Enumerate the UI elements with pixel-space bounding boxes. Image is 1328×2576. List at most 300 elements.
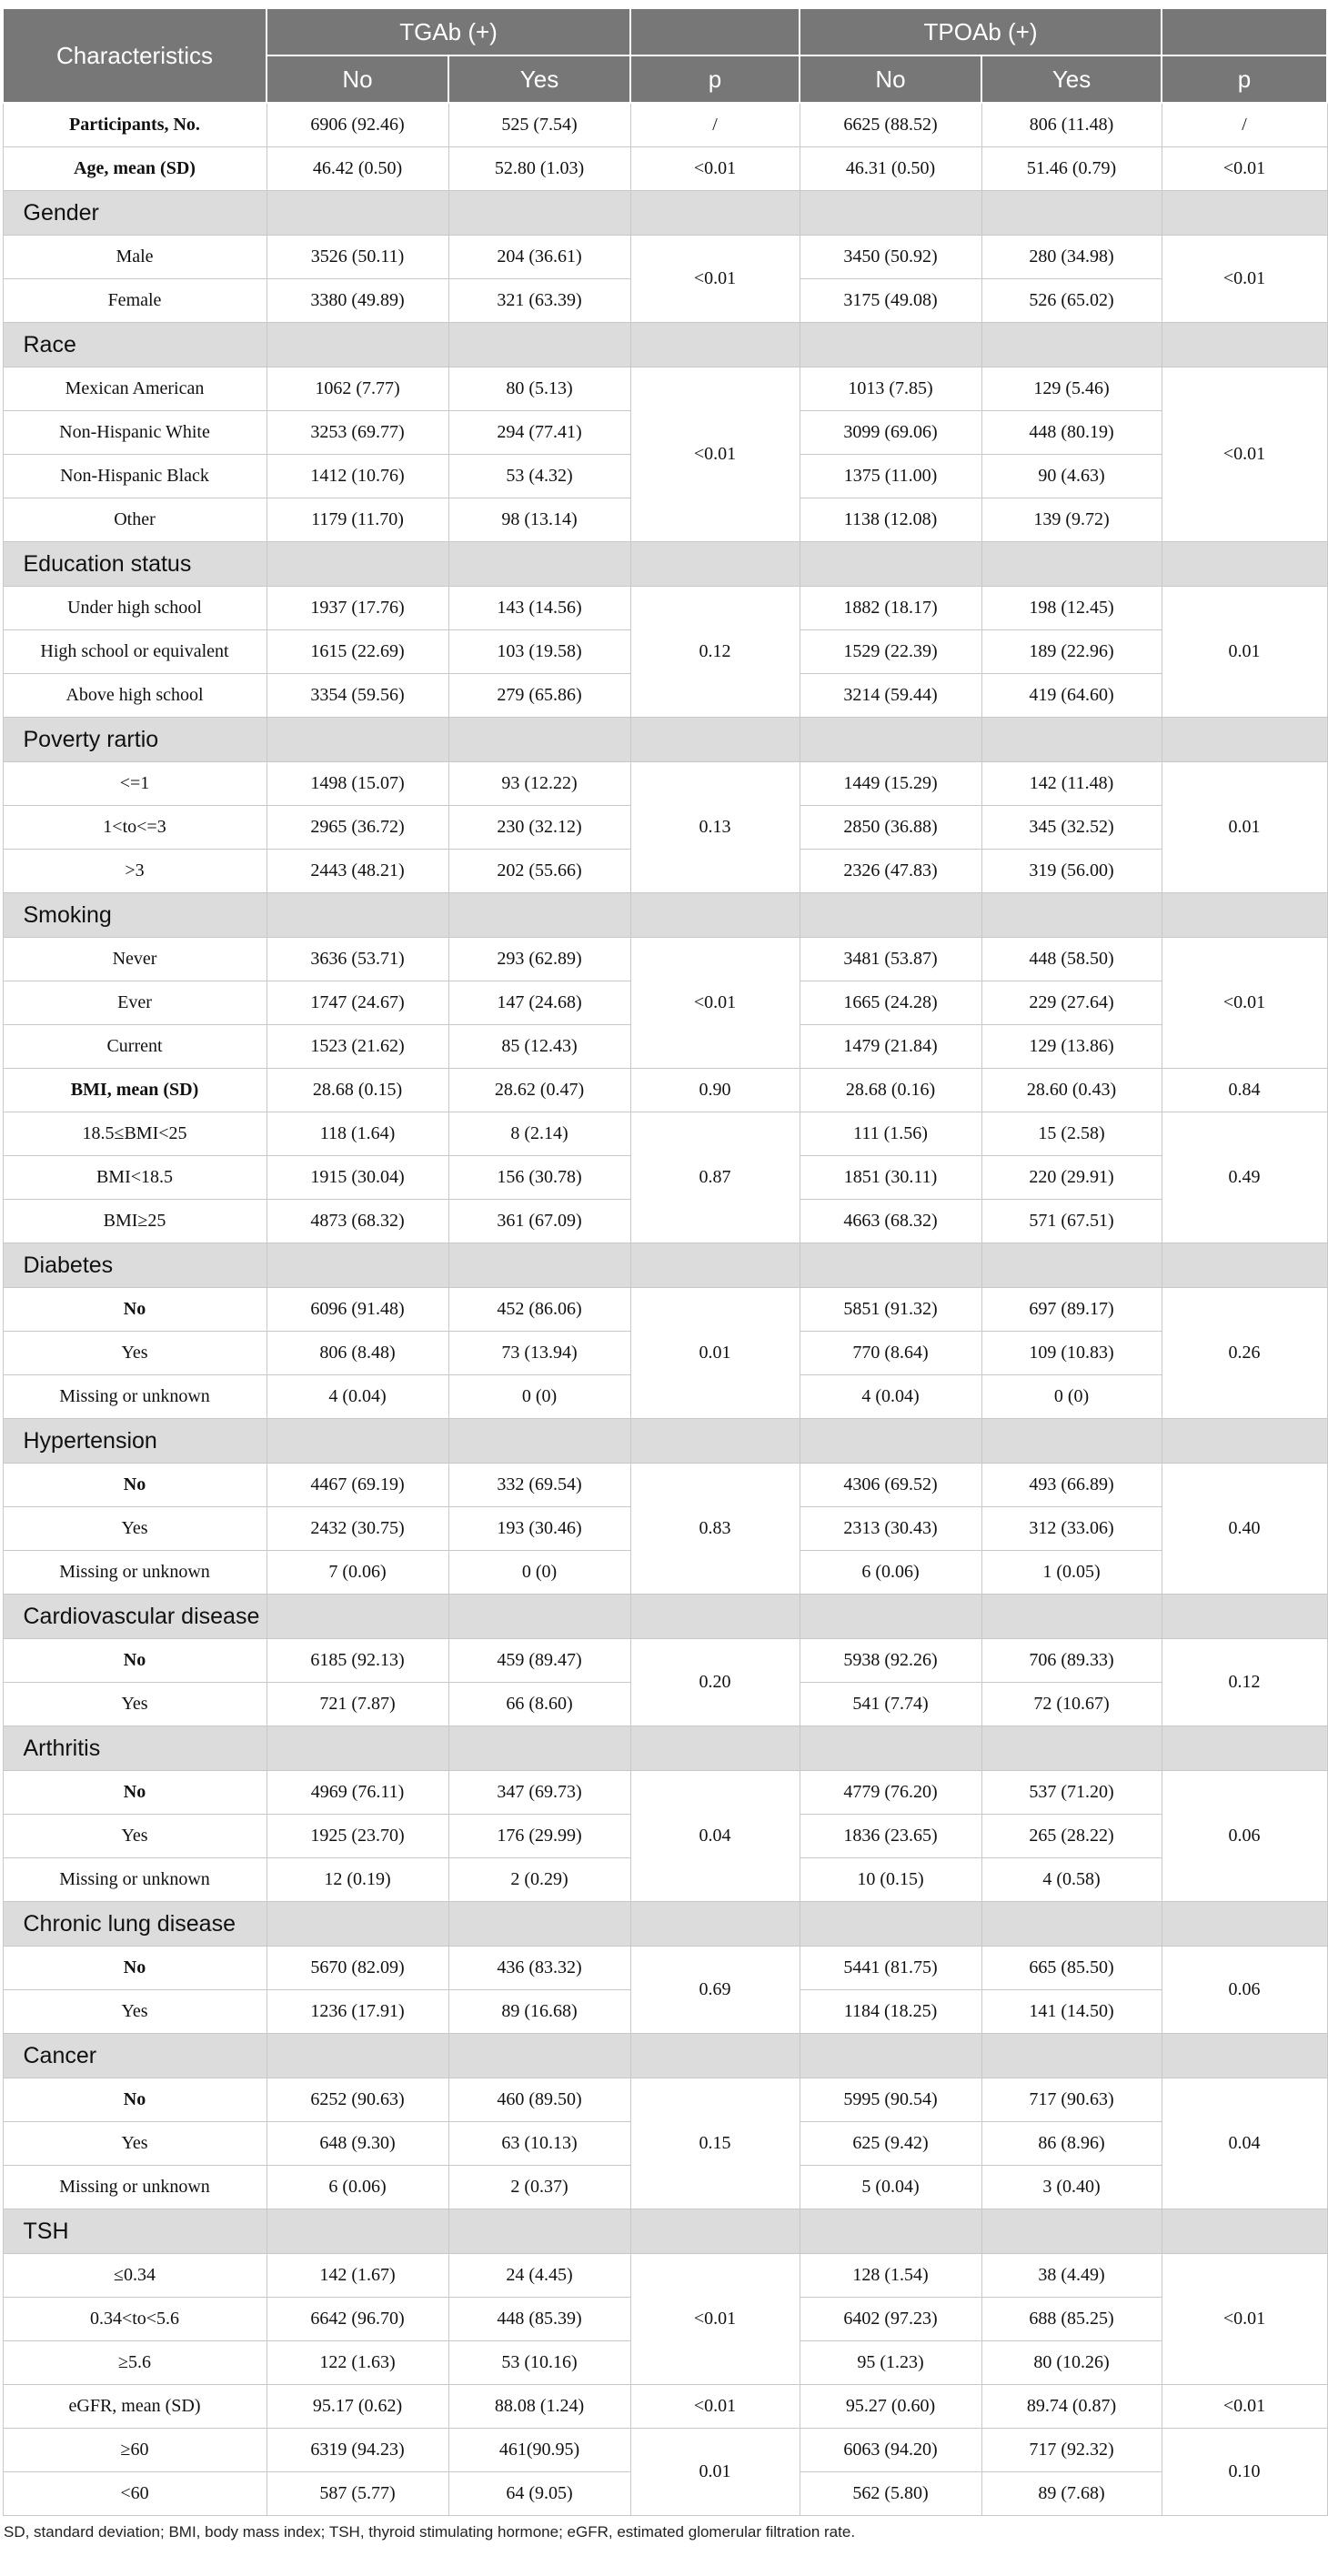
tpoab-yes-cell: 220 (29.91) <box>981 1156 1162 1200</box>
tgab-no-cell: 6906 (92.46) <box>267 103 448 147</box>
tpoab-yes-cell: 448 (80.19) <box>981 411 1162 455</box>
tpoab-yes-cell: 3 (0.40) <box>981 2166 1162 2209</box>
section-row <box>3 2209 1327 2254</box>
tpoab-no-cell: 6 (0.06) <box>800 1551 981 1595</box>
tgab-p-cell: <0.01 <box>630 2254 800 2385</box>
tgab-yes-cell: 98 (13.14) <box>448 498 630 542</box>
tpoab-p-cell: 0.12 <box>1162 1639 1327 1726</box>
tpoab-yes-cell: 419 (64.60) <box>981 674 1162 718</box>
tpoab-yes-cell: 139 (9.72) <box>981 498 1162 542</box>
row-label: Never <box>3 938 267 981</box>
tpoab-yes-cell: 265 (28.22) <box>981 1815 1162 1858</box>
header-tpoab-no: No <box>800 55 981 103</box>
tgab-no-cell: 6096 (91.48) <box>267 1288 448 1332</box>
section-blank-cell <box>981 2034 1162 2078</box>
table-row <box>3 1947 1327 1990</box>
section-blank-cell <box>981 1726 1162 1771</box>
row-label: Under high school <box>3 587 267 630</box>
section-row <box>3 1726 1327 1771</box>
tpoab-yes-cell: 526 (65.02) <box>981 279 1162 323</box>
tgab-no-cell: 1747 (24.67) <box>267 981 448 1025</box>
section-blank-cell <box>800 542 981 587</box>
tgab-yes-cell: 0 (0) <box>448 1551 630 1595</box>
tgab-no-cell: 3636 (53.71) <box>267 938 448 981</box>
tpoab-p-cell: <0.01 <box>1162 938 1327 1069</box>
tgab-yes-cell: 85 (12.43) <box>448 1025 630 1069</box>
tpoab-no-cell: 6063 (94.20) <box>800 2429 981 2472</box>
tpoab-p-cell: 0.06 <box>1162 1771 1327 1902</box>
row-label: Missing or unknown <box>3 1858 267 1902</box>
tgab-yes-cell: 332 (69.54) <box>448 1464 630 1507</box>
header-tpoab-yes: Yes <box>981 55 1162 103</box>
tgab-p-cell: 0.87 <box>630 1112 800 1243</box>
tgab-no-cell: 5670 (82.09) <box>267 1947 448 1990</box>
tpoab-yes-cell: 89.74 (0.87) <box>981 2385 1162 2429</box>
section-row <box>3 191 1327 236</box>
tpoab-no-cell: 111 (1.56) <box>800 1112 981 1156</box>
tpoab-yes-cell: 706 (89.33) <box>981 1639 1162 1683</box>
section-blank-cell <box>267 2034 448 2078</box>
header-tpoab-p: p <box>1162 55 1327 103</box>
section-blank-cell <box>267 1419 448 1464</box>
tpoab-yes-cell: 0 (0) <box>981 1375 1162 1419</box>
section-blank-cell <box>800 893 981 938</box>
header-tgab-blank <box>630 8 800 55</box>
tpoab-no-cell: 1184 (18.25) <box>800 1990 981 2034</box>
tpoab-no-cell: 10 (0.15) <box>800 1858 981 1902</box>
tgab-yes-cell: 361 (67.09) <box>448 1200 630 1243</box>
row-label: Non-Hispanic Black <box>3 455 267 498</box>
section-row <box>3 323 1327 367</box>
row-label: Current <box>3 1025 267 1069</box>
header-tgab: TGAb (+) <box>267 8 630 55</box>
section-row <box>3 542 1327 587</box>
tgab-no-cell: 721 (7.87) <box>267 1683 448 1726</box>
tpoab-yes-cell: 80 (10.26) <box>981 2341 1162 2385</box>
tpoab-yes-cell: 806 (11.48) <box>981 103 1162 147</box>
tgab-no-cell: 142 (1.67) <box>267 2254 448 2298</box>
tgab-no-cell: 587 (5.77) <box>267 2472 448 2516</box>
section-blank-cell <box>1162 191 1327 236</box>
table-row <box>3 938 1327 981</box>
tgab-no-cell: 4467 (69.19) <box>267 1464 448 1507</box>
tpoab-no-cell: 1375 (11.00) <box>800 455 981 498</box>
table-row <box>3 2078 1327 2122</box>
section-blank-cell <box>981 1419 1162 1464</box>
section-blank-cell <box>800 1243 981 1288</box>
table-row <box>3 1464 1327 1507</box>
row-label: Yes <box>3 1332 267 1375</box>
tpoab-yes-cell: 493 (66.89) <box>981 1464 1162 1507</box>
row-label: Yes <box>3 1990 267 2034</box>
section-blank-cell <box>800 1726 981 1771</box>
row-label: ≥60 <box>3 2429 267 2472</box>
section-row <box>3 2034 1327 2078</box>
tgab-yes-cell: 156 (30.78) <box>448 1156 630 1200</box>
section-blank-cell <box>981 893 1162 938</box>
section-title: Smoking <box>3 893 267 938</box>
tgab-no-cell: 4873 (68.32) <box>267 1200 448 1243</box>
tgab-no-cell: 6319 (94.23) <box>267 2429 448 2472</box>
tgab-yes-cell: 147 (24.68) <box>448 981 630 1025</box>
section-blank-cell <box>981 1902 1162 1947</box>
row-label: >3 <box>3 850 267 893</box>
row-label: Yes <box>3 1683 267 1726</box>
tpoab-no-cell: 46.31 (0.50) <box>800 147 981 191</box>
section-blank-cell <box>630 2034 800 2078</box>
tgab-yes-cell: 202 (55.66) <box>448 850 630 893</box>
tgab-p-cell: 0.12 <box>630 587 800 718</box>
tpoab-p-cell: <0.01 <box>1162 2254 1327 2385</box>
tgab-yes-cell: 52.80 (1.03) <box>448 147 630 191</box>
row-label: Participants, No. <box>3 103 267 147</box>
tpoab-yes-cell: 688 (85.25) <box>981 2298 1162 2341</box>
tpoab-no-cell: 6625 (88.52) <box>800 103 981 147</box>
tpoab-yes-cell: 129 (5.46) <box>981 367 1162 411</box>
section-blank-cell <box>630 1902 800 1947</box>
section-blank-cell <box>448 542 630 587</box>
row-label: Yes <box>3 2122 267 2166</box>
tpoab-p-cell: <0.01 <box>1162 147 1327 191</box>
tpoab-p-cell: 0.01 <box>1162 762 1327 893</box>
tpoab-no-cell: 770 (8.64) <box>800 1332 981 1375</box>
section-blank-cell <box>448 1726 630 1771</box>
tgab-p-cell: 0.04 <box>630 1771 800 1902</box>
tgab-yes-cell: 525 (7.54) <box>448 103 630 147</box>
tpoab-p-cell: 0.84 <box>1162 1069 1327 1112</box>
section-blank-cell <box>981 542 1162 587</box>
tgab-yes-cell: 204 (36.61) <box>448 236 630 279</box>
tpoab-no-cell: 4 (0.04) <box>800 1375 981 1419</box>
tpoab-no-cell: 128 (1.54) <box>800 2254 981 2298</box>
section-title: Chronic lung disease <box>3 1902 267 1947</box>
section-blank-cell <box>1162 2209 1327 2254</box>
tpoab-no-cell: 1013 (7.85) <box>800 367 981 411</box>
table-body <box>3 103 1327 2516</box>
tpoab-yes-cell: 571 (67.51) <box>981 1200 1162 1243</box>
section-blank-cell <box>981 718 1162 762</box>
tpoab-yes-cell: 4 (0.58) <box>981 1858 1162 1902</box>
tgab-no-cell: 806 (8.48) <box>267 1332 448 1375</box>
tpoab-no-cell: 3481 (53.87) <box>800 938 981 981</box>
section-blank-cell <box>630 542 800 587</box>
tgab-no-cell: 1915 (30.04) <box>267 1156 448 1200</box>
row-label: Male <box>3 236 267 279</box>
row-label: 0.34<to<5.6 <box>3 2298 267 2341</box>
table-row <box>3 147 1327 191</box>
tgab-no-cell: 6642 (96.70) <box>267 2298 448 2341</box>
tgab-yes-cell: 436 (83.32) <box>448 1947 630 1990</box>
tgab-no-cell: 6185 (92.13) <box>267 1639 448 1683</box>
tgab-no-cell: 1412 (10.76) <box>267 455 448 498</box>
tgab-yes-cell: 28.62 (0.47) <box>448 1069 630 1112</box>
table-header <box>3 8 1327 103</box>
tgab-yes-cell: 448 (85.39) <box>448 2298 630 2341</box>
tpoab-yes-cell: 312 (33.06) <box>981 1507 1162 1551</box>
section-blank-cell <box>448 2209 630 2254</box>
tgab-p-cell: 0.20 <box>630 1639 800 1726</box>
tgab-p-cell: <0.01 <box>630 147 800 191</box>
tgab-yes-cell: 143 (14.56) <box>448 587 630 630</box>
table-row <box>3 1288 1327 1332</box>
section-blank-cell <box>981 1243 1162 1288</box>
tpoab-no-cell: 2326 (47.83) <box>800 850 981 893</box>
tgab-no-cell: 2443 (48.21) <box>267 850 448 893</box>
tgab-yes-cell: 0 (0) <box>448 1375 630 1419</box>
tpoab-no-cell: 1665 (24.28) <box>800 981 981 1025</box>
tpoab-p-cell: 0.10 <box>1162 2429 1327 2516</box>
tpoab-yes-cell: 229 (27.64) <box>981 981 1162 1025</box>
tpoab-no-cell: 5851 (91.32) <box>800 1288 981 1332</box>
section-blank-cell <box>267 893 448 938</box>
tgab-p-cell: 0.69 <box>630 1947 800 2034</box>
tpoab-yes-cell: 142 (11.48) <box>981 762 1162 806</box>
header-tgab-yes: Yes <box>448 55 630 103</box>
section-blank-cell <box>630 893 800 938</box>
tgab-yes-cell: 63 (10.13) <box>448 2122 630 2166</box>
tgab-no-cell: 122 (1.63) <box>267 2341 448 2385</box>
section-blank-cell <box>630 1726 800 1771</box>
tpoab-no-cell: 2313 (30.43) <box>800 1507 981 1551</box>
tgab-no-cell: 1925 (23.70) <box>267 1815 448 1858</box>
section-blank-cell <box>267 1902 448 1947</box>
tgab-no-cell: 95.17 (0.62) <box>267 2385 448 2429</box>
row-label: No <box>3 1639 267 1683</box>
tgab-no-cell: 6252 (90.63) <box>267 2078 448 2122</box>
section-blank-cell <box>448 1595 630 1639</box>
section-blank-cell <box>800 1902 981 1947</box>
tgab-yes-cell: 88.08 (1.24) <box>448 2385 630 2429</box>
tpoab-no-cell: 1529 (22.39) <box>800 630 981 674</box>
section-blank-cell <box>448 1243 630 1288</box>
tgab-no-cell: 46.42 (0.50) <box>267 147 448 191</box>
row-label: Female <box>3 279 267 323</box>
row-label: No <box>3 1288 267 1332</box>
tgab-no-cell: 3380 (49.89) <box>267 279 448 323</box>
section-blank-cell <box>1162 1902 1327 1947</box>
tgab-p-cell: <0.01 <box>630 236 800 323</box>
row-label: Yes <box>3 1507 267 1551</box>
section-blank-cell <box>630 1243 800 1288</box>
section-title: Race <box>3 323 267 367</box>
section-blank-cell <box>800 1419 981 1464</box>
tgab-yes-cell: 64 (9.05) <box>448 2472 630 2516</box>
row-label: No <box>3 1771 267 1815</box>
row-label: <60 <box>3 2472 267 2516</box>
tpoab-no-cell: 1138 (12.08) <box>800 498 981 542</box>
tpoab-yes-cell: 345 (32.52) <box>981 806 1162 850</box>
tpoab-no-cell: 1479 (21.84) <box>800 1025 981 1069</box>
row-label: Missing or unknown <box>3 1551 267 1595</box>
section-row <box>3 1419 1327 1464</box>
section-blank-cell <box>800 718 981 762</box>
tpoab-no-cell: 1449 (15.29) <box>800 762 981 806</box>
tgab-p-cell: 0.15 <box>630 2078 800 2209</box>
section-blank-cell <box>267 1726 448 1771</box>
tgab-p-cell: 0.01 <box>630 2429 800 2516</box>
tpoab-no-cell: 3099 (69.06) <box>800 411 981 455</box>
tgab-no-cell: 1937 (17.76) <box>267 587 448 630</box>
tpoab-p-cell: 0.49 <box>1162 1112 1327 1243</box>
section-title: Gender <box>3 191 267 236</box>
tpoab-p-cell: 0.06 <box>1162 1947 1327 2034</box>
tpoab-yes-cell: 319 (56.00) <box>981 850 1162 893</box>
section-blank-cell <box>630 718 800 762</box>
tgab-yes-cell: 103 (19.58) <box>448 630 630 674</box>
tgab-p-cell: 0.01 <box>630 1288 800 1419</box>
section-blank-cell <box>267 2209 448 2254</box>
row-label: Yes <box>3 1815 267 1858</box>
section-blank-cell <box>800 2209 981 2254</box>
tpoab-yes-cell: 198 (12.45) <box>981 587 1162 630</box>
tgab-no-cell: 1498 (15.07) <box>267 762 448 806</box>
section-blank-cell <box>448 1419 630 1464</box>
tpoab-yes-cell: 15 (2.58) <box>981 1112 1162 1156</box>
row-label: BMI≥25 <box>3 1200 267 1243</box>
section-blank-cell <box>448 191 630 236</box>
tpoab-yes-cell: 109 (10.83) <box>981 1332 1162 1375</box>
tpoab-yes-cell: 141 (14.50) <box>981 1990 1162 2034</box>
table-row <box>3 2429 1327 2472</box>
tpoab-no-cell: 2850 (36.88) <box>800 806 981 850</box>
tgab-yes-cell: 176 (29.99) <box>448 1815 630 1858</box>
section-blank-cell <box>1162 893 1327 938</box>
tgab-yes-cell: 461(90.95) <box>448 2429 630 2472</box>
tpoab-no-cell: 3214 (59.44) <box>800 674 981 718</box>
section-title: Arthritis <box>3 1726 267 1771</box>
tpoab-no-cell: 541 (7.74) <box>800 1683 981 1726</box>
section-row <box>3 1243 1327 1288</box>
tpoab-no-cell: 4779 (76.20) <box>800 1771 981 1815</box>
section-title: Cancer <box>3 2034 267 2078</box>
section-blank-cell <box>630 1595 800 1639</box>
tgab-yes-cell: 452 (86.06) <box>448 1288 630 1332</box>
tgab-yes-cell: 53 (4.32) <box>448 455 630 498</box>
section-blank-cell <box>448 718 630 762</box>
tpoab-p-cell: <0.01 <box>1162 236 1327 323</box>
row-label: High school or equivalent <box>3 630 267 674</box>
header-characteristics: Characteristics <box>3 8 267 103</box>
tpoab-yes-cell: 86 (8.96) <box>981 2122 1162 2166</box>
row-label: eGFR, mean (SD) <box>3 2385 267 2429</box>
tgab-yes-cell: 8 (2.14) <box>448 1112 630 1156</box>
row-label: Above high school <box>3 674 267 718</box>
tgab-yes-cell: 2 (0.37) <box>448 2166 630 2209</box>
section-blank-cell <box>981 1595 1162 1639</box>
tgab-no-cell: 28.68 (0.15) <box>267 1069 448 1112</box>
row-label: No <box>3 1464 267 1507</box>
tgab-p-cell: / <box>630 103 800 147</box>
section-row <box>3 893 1327 938</box>
tgab-yes-cell: 321 (63.39) <box>448 279 630 323</box>
tpoab-yes-cell: 717 (90.63) <box>981 2078 1162 2122</box>
tgab-no-cell: 118 (1.64) <box>267 1112 448 1156</box>
tpoab-yes-cell: 89 (7.68) <box>981 2472 1162 2516</box>
section-row <box>3 1595 1327 1639</box>
tpoab-yes-cell: 665 (85.50) <box>981 1947 1162 1990</box>
tgab-yes-cell: 89 (16.68) <box>448 1990 630 2034</box>
section-title: Hypertension <box>3 1419 267 1464</box>
row-label: ≤0.34 <box>3 2254 267 2298</box>
tgab-yes-cell: 2 (0.29) <box>448 1858 630 1902</box>
tpoab-no-cell: 5995 (90.54) <box>800 2078 981 2122</box>
tgab-p-cell: 0.13 <box>630 762 800 893</box>
section-blank-cell <box>1162 718 1327 762</box>
section-blank-cell <box>267 323 448 367</box>
tgab-yes-cell: 460 (89.50) <box>448 2078 630 2122</box>
section-blank-cell <box>267 542 448 587</box>
section-blank-cell <box>448 2034 630 2078</box>
tpoab-no-cell: 28.68 (0.16) <box>800 1069 981 1112</box>
tpoab-yes-cell: 72 (10.67) <box>981 1683 1162 1726</box>
tgab-no-cell: 1179 (11.70) <box>267 498 448 542</box>
tpoab-p-cell: 0.04 <box>1162 2078 1327 2209</box>
row-label: 18.5≤BMI<25 <box>3 1112 267 1156</box>
tgab-yes-cell: 73 (13.94) <box>448 1332 630 1375</box>
table-row <box>3 1069 1327 1112</box>
tpoab-no-cell: 95.27 (0.60) <box>800 2385 981 2429</box>
tgab-yes-cell: 279 (65.86) <box>448 674 630 718</box>
table-row <box>3 236 1327 279</box>
tgab-no-cell: 1615 (22.69) <box>267 630 448 674</box>
section-title: TSH <box>3 2209 267 2254</box>
section-blank-cell <box>1162 1419 1327 1464</box>
row-label: No <box>3 2078 267 2122</box>
tgab-no-cell: 3526 (50.11) <box>267 236 448 279</box>
tgab-p-cell: <0.01 <box>630 938 800 1069</box>
section-blank-cell <box>1162 2034 1327 2078</box>
tpoab-yes-cell: 1 (0.05) <box>981 1551 1162 1595</box>
section-blank-cell <box>267 1595 448 1639</box>
tpoab-no-cell: 5441 (81.75) <box>800 1947 981 1990</box>
tgab-yes-cell: 193 (30.46) <box>448 1507 630 1551</box>
section-title: Cardiovascular disease <box>3 1595 267 1639</box>
header-tpoab: TPOAb (+) <box>800 8 1162 55</box>
tgab-no-cell: 648 (9.30) <box>267 2122 448 2166</box>
row-label: Other <box>3 498 267 542</box>
section-blank-cell <box>267 718 448 762</box>
section-blank-cell <box>630 1419 800 1464</box>
section-blank-cell <box>267 191 448 236</box>
header-tgab-p: p <box>630 55 800 103</box>
row-label: Missing or unknown <box>3 1375 267 1419</box>
tgab-yes-cell: 53 (10.16) <box>448 2341 630 2385</box>
tpoab-no-cell: 1836 (23.65) <box>800 1815 981 1858</box>
section-blank-cell <box>630 2209 800 2254</box>
tgab-p-cell: 0.83 <box>630 1464 800 1595</box>
tpoab-yes-cell: 28.60 (0.43) <box>981 1069 1162 1112</box>
characteristics-table <box>2 7 1328 2516</box>
section-title: Diabetes <box>3 1243 267 1288</box>
tgab-no-cell: 2432 (30.75) <box>267 1507 448 1551</box>
tgab-yes-cell: 347 (69.73) <box>448 1771 630 1815</box>
tpoab-yes-cell: 537 (71.20) <box>981 1771 1162 1815</box>
tpoab-no-cell: 562 (5.80) <box>800 2472 981 2516</box>
tpoab-yes-cell: 697 (89.17) <box>981 1288 1162 1332</box>
row-label: Ever <box>3 981 267 1025</box>
table-row <box>3 2254 1327 2298</box>
row-label: ≥5.6 <box>3 2341 267 2385</box>
tpoab-p-cell: 0.01 <box>1162 587 1327 718</box>
tgab-no-cell: 12 (0.19) <box>267 1858 448 1902</box>
tpoab-no-cell: 6402 (97.23) <box>800 2298 981 2341</box>
row-label: 1<to<=3 <box>3 806 267 850</box>
section-blank-cell <box>981 323 1162 367</box>
table-row <box>3 367 1327 411</box>
row-label: BMI, mean (SD) <box>3 1069 267 1112</box>
tgab-no-cell: 2965 (36.72) <box>267 806 448 850</box>
section-blank-cell <box>448 323 630 367</box>
